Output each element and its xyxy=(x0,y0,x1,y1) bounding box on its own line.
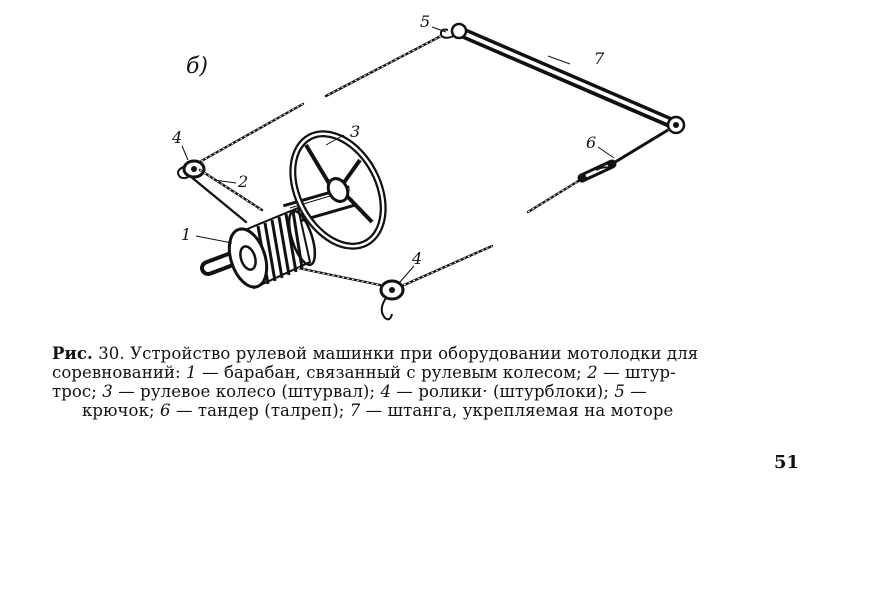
callout-label-4-upper: 4 xyxy=(172,128,183,147)
caption-line-2: соревнований: 1 — барабан, связанный с рулевым колесом; 2 — штур- xyxy=(52,363,676,382)
caption-line-1 xyxy=(52,344,804,363)
callout-label-2: 2 xyxy=(238,172,249,191)
panel-letter: б) xyxy=(186,54,209,79)
caption-title: 30. Устройство рулевой машинки при оборудовании мотолодки для xyxy=(92,344,699,363)
rod xyxy=(463,33,684,133)
page-number: 51 xyxy=(774,452,800,473)
caption-num-3: 3 xyxy=(102,382,113,401)
caption-line-4: крючок; 6 — тандер (талреп); 7 — штанга, укрепляемая на моторе xyxy=(82,401,674,420)
caption-num-5: 5 xyxy=(614,382,625,401)
caption-prefix: Рис. xyxy=(52,344,93,363)
caption-num-7: 7 xyxy=(349,401,361,420)
callout-label-6: 6 xyxy=(586,133,597,152)
callout-label-1: 1 xyxy=(181,225,192,244)
tiller-rope-to-drum xyxy=(190,170,262,222)
callout-label-5: 5 xyxy=(420,12,431,31)
callout-label-7: 7 xyxy=(594,49,605,68)
caption-num-6: 6 xyxy=(160,401,171,420)
caption-num-1: 1 xyxy=(186,363,197,382)
tiller-rope-lower xyxy=(298,246,492,285)
tiller-rope-upper xyxy=(196,36,441,164)
turnbuckle xyxy=(528,130,668,212)
caption-line-3: трос; 3 — рулевое колесо (штурвал); 4 — ролики· (штурблоки); 5 — xyxy=(52,382,647,401)
pulley-lower xyxy=(381,281,403,319)
caption-num-2: 2 xyxy=(587,363,598,382)
callout-label-4-lower: 4 xyxy=(412,249,423,268)
callout-label-3: 3 xyxy=(350,122,361,141)
caption-num-4: 4 xyxy=(380,382,392,401)
figure-caption xyxy=(52,344,804,420)
